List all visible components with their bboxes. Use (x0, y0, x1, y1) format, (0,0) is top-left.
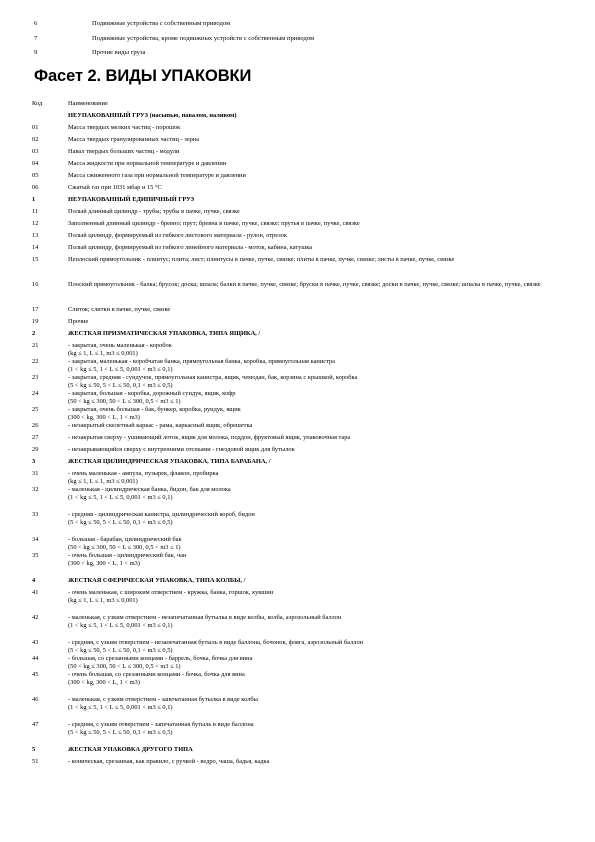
table-row (0, 32, 595, 47)
row-code: 29 (32, 446, 39, 453)
table-header (0, 100, 595, 112)
row-code: 11 (32, 208, 39, 215)
table-row (0, 244, 595, 256)
row-name-line: Масса жидкости при нормальной температуре и давлении (68, 160, 227, 167)
row-name-line: Полый длинный цилиндр - трубы; трубы в пачке, пучке, связке (68, 208, 240, 215)
row-name-line: - незакрытый скелетный каркас - рама, каркасный ящик, обрешетка (68, 422, 253, 429)
table-row (0, 184, 595, 196)
table-row (0, 614, 595, 639)
row-name-line: НЕУПАКОВАННЫЙ ЕДИНИЧНЫЙ ГРУЗ (68, 196, 195, 203)
row-name (68, 406, 595, 422)
row-dimensions: (5 < kg ≤ 50, 5 < L ≤ 50, 0,1 < m3 ≤ 0,5) (68, 519, 173, 526)
row-name: Подвижные устройства с собственным приводом (92, 20, 231, 27)
row-name-line: - закрытая, очень большая - бак, бункер, коробка, рундук, ящик (68, 406, 241, 413)
row-name-line: - большая - барабан, цилиндрический бак (68, 536, 182, 543)
row-name (68, 639, 595, 655)
table-row (0, 536, 595, 552)
row-name (68, 244, 595, 256)
row-name (68, 390, 595, 406)
row-name-line: - маленькая, с узким отверстием - запечатанная бутылка в виде колбы (68, 696, 258, 703)
group-header-row (0, 196, 595, 208)
row-name-line: - очень большая - цилиндрический бак, чан (68, 552, 187, 559)
table-row (0, 17, 595, 32)
table-row (0, 232, 595, 244)
row-dimensions: (5 < kg ≤ 50, 5 < L ≤ 50, 0,1 < m3 ≤ 0,5) (68, 729, 173, 736)
row-name (68, 552, 595, 577)
table-row (0, 390, 595, 406)
row-name (68, 758, 595, 770)
row-name-line: - очень большая, со срезанными концами - бочка, бочка для вина (68, 671, 245, 678)
group-header-row (0, 746, 595, 758)
row-name (68, 196, 595, 208)
table-row (0, 208, 595, 220)
row-code: 4 (32, 577, 36, 584)
row-code: 43 (32, 639, 39, 646)
group-header-row (0, 577, 595, 589)
row-name (68, 589, 595, 614)
row-code: 3 (32, 458, 36, 465)
row-name-line: - закрытая, маленькая - коробчатая банка, прямоугольная банка, коробка, прямоугольная канистра (68, 358, 335, 365)
row-name (68, 434, 595, 446)
table-row (0, 342, 595, 358)
row-name (68, 671, 595, 696)
row-name: Подвижные устройства, кроме подвижных устройств с собственным приводом (92, 34, 315, 42)
row-name-line: Навал твердых больших частиц - модули (68, 148, 180, 155)
row-name (68, 281, 595, 306)
row-name (68, 136, 595, 148)
row-code: 9 (34, 49, 38, 56)
row-code: 33 (32, 511, 39, 518)
row-name (68, 577, 595, 589)
row-name-line: - средняя, с узким отверстием - незапечатанная бутыль в виде баллона, бочонок, флягa, аэрозольный баллон (68, 639, 364, 646)
row-code: 34 (32, 536, 39, 543)
row-code: 41 (32, 589, 39, 596)
row-dimensions: (50 < kg ≤ 300, 50 < L ≤ 300, 0,5 < m3 ≤ 1) (68, 544, 181, 551)
row-code: 46 (32, 696, 39, 703)
table-row (0, 306, 595, 318)
row-name-line: - очень маленькая, с широким отверстием - кружка, банка, горшок, кувшин (68, 589, 274, 596)
table-row (0, 671, 595, 696)
row-code: 7 (34, 34, 38, 42)
row-name (68, 746, 595, 758)
row-name (68, 184, 595, 196)
row-name-line: Заполненный длинный цилиндр - бревно; прут; бревна в пачке, пучке, связке; прутья в пачке, пучке, связке (68, 220, 360, 227)
table-row (0, 46, 595, 61)
table-row (0, 696, 595, 721)
table-row (0, 422, 595, 434)
row-code: 15 (32, 256, 39, 263)
row-name (68, 306, 595, 318)
row-code: 19 (32, 318, 39, 325)
group-header-row (0, 330, 595, 342)
row-code: 31 (32, 470, 39, 477)
row-name (68, 112, 595, 124)
group-header-row (0, 458, 595, 470)
row-code: 06 (32, 184, 39, 191)
row-name (68, 256, 595, 281)
row-name-line: Плоский прямоугольник - балка; брусок; доска; шпала; балки в пачке, пучке, связке; бруски в пачке, пучке, связке; доски в пачке, пучке, связке; шпалы в пачке, пучке, связке (68, 281, 541, 288)
row-name (68, 374, 595, 390)
row-name (68, 342, 595, 358)
row-name-line: Масса сжиженного газа при нормальной температуре и давлении (68, 172, 246, 179)
row-code: 47 (32, 721, 39, 728)
row-name (68, 172, 595, 184)
row-name-line: - коническая, срезанная, как правило, с ручкой - ведро, чаша, бадья, кадка (68, 758, 270, 765)
row-code: 16 (32, 281, 39, 288)
row-dimensions: (1 < kg ≤ 5, 1 < L ≤ 5, 0,001 < m3 ≤ 0,1) (68, 366, 173, 373)
row-dimensions: (50 < kg ≤ 300, 50 < L ≤ 300, 0,5 < m3 ≤ 1) (68, 663, 181, 670)
row-code: 25 (32, 406, 39, 413)
row-name-line: - маленькая, с узким отверстием - незапечатанная бутылка в виде колбы, колба, аэрозольный баллон (68, 614, 342, 621)
table-row (0, 358, 595, 374)
table-row (0, 256, 595, 281)
table-row (0, 374, 595, 390)
table-row (0, 136, 595, 148)
row-dimensions: (kg ≤ 1, L ≤ 1, m3 ≤ 0,001) (68, 350, 138, 357)
row-code: 24 (32, 390, 39, 397)
row-dimensions: (300 < kg, 300 < L, 1 < m3) (68, 679, 140, 686)
facet-table (0, 100, 595, 770)
row-name (68, 422, 595, 434)
row-code: 42 (32, 614, 39, 621)
row-dimensions: (1 < kg ≤ 5, 1 < L ≤ 5, 0,001 < m3 ≤ 0,1) (68, 704, 173, 711)
table-row (0, 318, 595, 330)
table-row (0, 434, 595, 446)
row-code: 13 (32, 232, 39, 239)
row-name (68, 124, 595, 136)
row-code: 51 (32, 758, 39, 765)
row-name-line: - средняя - цилиндрическая канистра, цилиндрический короб, бидон (68, 511, 255, 518)
row-name (68, 696, 595, 721)
table-row (0, 655, 595, 671)
row-dimensions: (300 < kg, 300 < L, 1 < m3) (68, 560, 140, 567)
table-row (0, 758, 595, 770)
row-name (68, 160, 595, 172)
row-name (68, 614, 595, 639)
row-dimensions: (kg ≤ 1, L ≤ 1, m3 ≤ 0,001) (68, 597, 138, 604)
row-code: 03 (32, 148, 39, 155)
row-code: 14 (32, 244, 39, 251)
row-code: 26 (32, 422, 39, 429)
row-code: 23 (32, 374, 39, 381)
row-code: 45 (32, 671, 39, 678)
table-row (0, 470, 595, 486)
table-row (0, 406, 595, 422)
row-code: 21 (32, 342, 39, 349)
table-row (0, 639, 595, 655)
row-code: 27 (32, 434, 39, 441)
row-name-line: ЖЕСТКАЯ ПРИЗМАТИЧЕСКАЯ УПАКОВКА, ТИПА ЯЩИКА, / (68, 330, 261, 337)
row-code: 04 (32, 160, 39, 167)
row-name-line: Полый цилиндр, формируемый из гибкого листового материала - рулон, отрезок (68, 232, 287, 239)
row-code: 44 (32, 655, 39, 662)
row-name (68, 232, 595, 244)
row-name-line: - незакрытая сверху - ушивающий лоток, ящик для молока, поддон, фруктовый ящик, упаковочная тара (68, 434, 351, 441)
row-name (68, 330, 595, 342)
row-name (68, 318, 595, 330)
row-name (68, 511, 595, 536)
table-row (0, 172, 595, 184)
row-name-line: НЕУПАКОВАННЫЙ ГРУЗ (насыпью, навалом, наливом) (68, 112, 237, 119)
row-name-line: Масса твердых мелких частиц - порошок (68, 124, 181, 131)
row-name-line: - закрытая, большая - коробка, дорожный сундук, ящик, кофр (68, 390, 236, 397)
row-name (68, 721, 595, 746)
row-code: 02 (32, 136, 39, 143)
row-name (68, 358, 595, 374)
header-code: Код (32, 100, 43, 107)
row-dimensions: (300 < kg, 300 < L, 1 < m3) (68, 414, 140, 421)
row-name (68, 655, 595, 671)
row-name (68, 536, 595, 552)
table-row (0, 552, 595, 577)
row-name-line: - большая, со срезанными концами - баррель, бочка, бочка для вина (68, 655, 253, 662)
top-rows (0, 17, 595, 61)
row-code (0, 112, 68, 124)
row-name (68, 148, 595, 160)
row-name-line: - закрытая, средняя - сундучок, прямоугольная канистра, ящик, чемодан, бак, корзина с крышкой, коробка (68, 374, 358, 381)
row-dimensions: (5 < kg ≤ 50, 5 < L ≤ 50, 0,1 < m3 ≤ 0,5) (68, 382, 173, 389)
row-dimensions: (5 < kg ≤ 50, 5 < L ≤ 50, 0,1 < m3 ≤ 0,5) (68, 647, 173, 654)
facet-title: Фасет 2. ВИДЫ УПАКОВКИ (34, 67, 252, 85)
row-name (68, 446, 595, 458)
row-code: 6 (34, 20, 38, 27)
row-name-line: Слиток; слитки в пачке, пучке, связке (68, 306, 171, 313)
table-row (0, 589, 595, 614)
header-name: Наименование (68, 100, 108, 107)
row-name-line: - средняя, с узким отверстием - запечатанная бутыль в виде баллона (68, 721, 254, 728)
row-name (68, 486, 595, 511)
row-name-line: Сжатый газ при 1031 мбар и 15 °С (68, 184, 162, 191)
row-name-line: ЖЕСТКАЯ СФЕРИЧЕСКАЯ УПАКОВКА, ТИПА КОЛБЫ, / (68, 577, 246, 584)
row-name-line: Прочие (68, 318, 89, 325)
row-dimensions: (1 < kg ≤ 5, 1 < L ≤ 5, 0,001 < m3 ≤ 0,1) (68, 622, 173, 629)
row-name-line: - закрытая, очень маленькая - коробок (68, 342, 172, 349)
table-row (0, 446, 595, 458)
row-code: 05 (32, 172, 39, 179)
row-name-line: Масса твердых гранулированных частиц - зерна (68, 136, 200, 143)
row-name-line: - незакрывающийся сверху с внутренними отсеками - гнездовой ящик для бутылок (68, 446, 295, 453)
row-name (68, 470, 595, 486)
table-row (0, 148, 595, 160)
row-name-line: - маленькая - цилиндрическая банка, бидон, бак для молока (68, 486, 231, 493)
table-row (0, 281, 595, 306)
row-code: 32 (32, 486, 39, 493)
table-row (0, 721, 595, 746)
row-name-line: Полый цилиндр, формируемый из гибкого линейного материала - моток, кабина, катушка (68, 244, 313, 251)
row-code: 5 (32, 746, 36, 753)
row-name-line: Неплоский прямоугольник - плинтус; плита; лист; плинтусы в пачке, пучке, связке; плиты в пачке, пучке, связке; листы в пачке, пучке, связке (68, 256, 455, 263)
table-row (0, 486, 595, 511)
row-code: 01 (32, 124, 39, 131)
group-header-row (0, 112, 595, 124)
row-code: 1 (32, 196, 36, 203)
row-name (68, 458, 595, 470)
row-name-line: ЖЕСТКАЯ УПАКОВКА ДРУГОГО ТИПА (68, 746, 193, 753)
table-row (0, 511, 595, 536)
row-code: 17 (32, 306, 39, 313)
row-code: 12 (32, 220, 39, 227)
row-dimensions: (1 < kg ≤ 5, 1 < L ≤ 5, 0,001 < m3 ≤ 0,1) (68, 494, 173, 501)
table-row (0, 220, 595, 232)
row-code: 22 (32, 358, 39, 365)
row-dimensions: (50 < kg ≤ 300, 50 < L ≤ 300, 0,5 < m3 ≤ 1) (68, 398, 181, 405)
table-row (0, 124, 595, 136)
row-code: 35 (32, 552, 39, 559)
row-code: 2 (32, 330, 36, 337)
row-name (68, 220, 595, 232)
table-row (0, 160, 595, 172)
row-name-line: ЖЕСТКАЯ ЦИЛИНДРИЧЕСКАЯ УПАКОВКА, ТИПА БАРАБАНА, / (68, 458, 271, 465)
row-name-line: - очень маленькая - ампула, пузырек, флакон, пробирка (68, 470, 219, 477)
row-dimensions: (kg ≤ 1, L ≤ 1, m3 ≤ 0,001) (68, 478, 138, 485)
row-name: Прочие виды груза (92, 49, 146, 56)
row-name (68, 208, 595, 220)
